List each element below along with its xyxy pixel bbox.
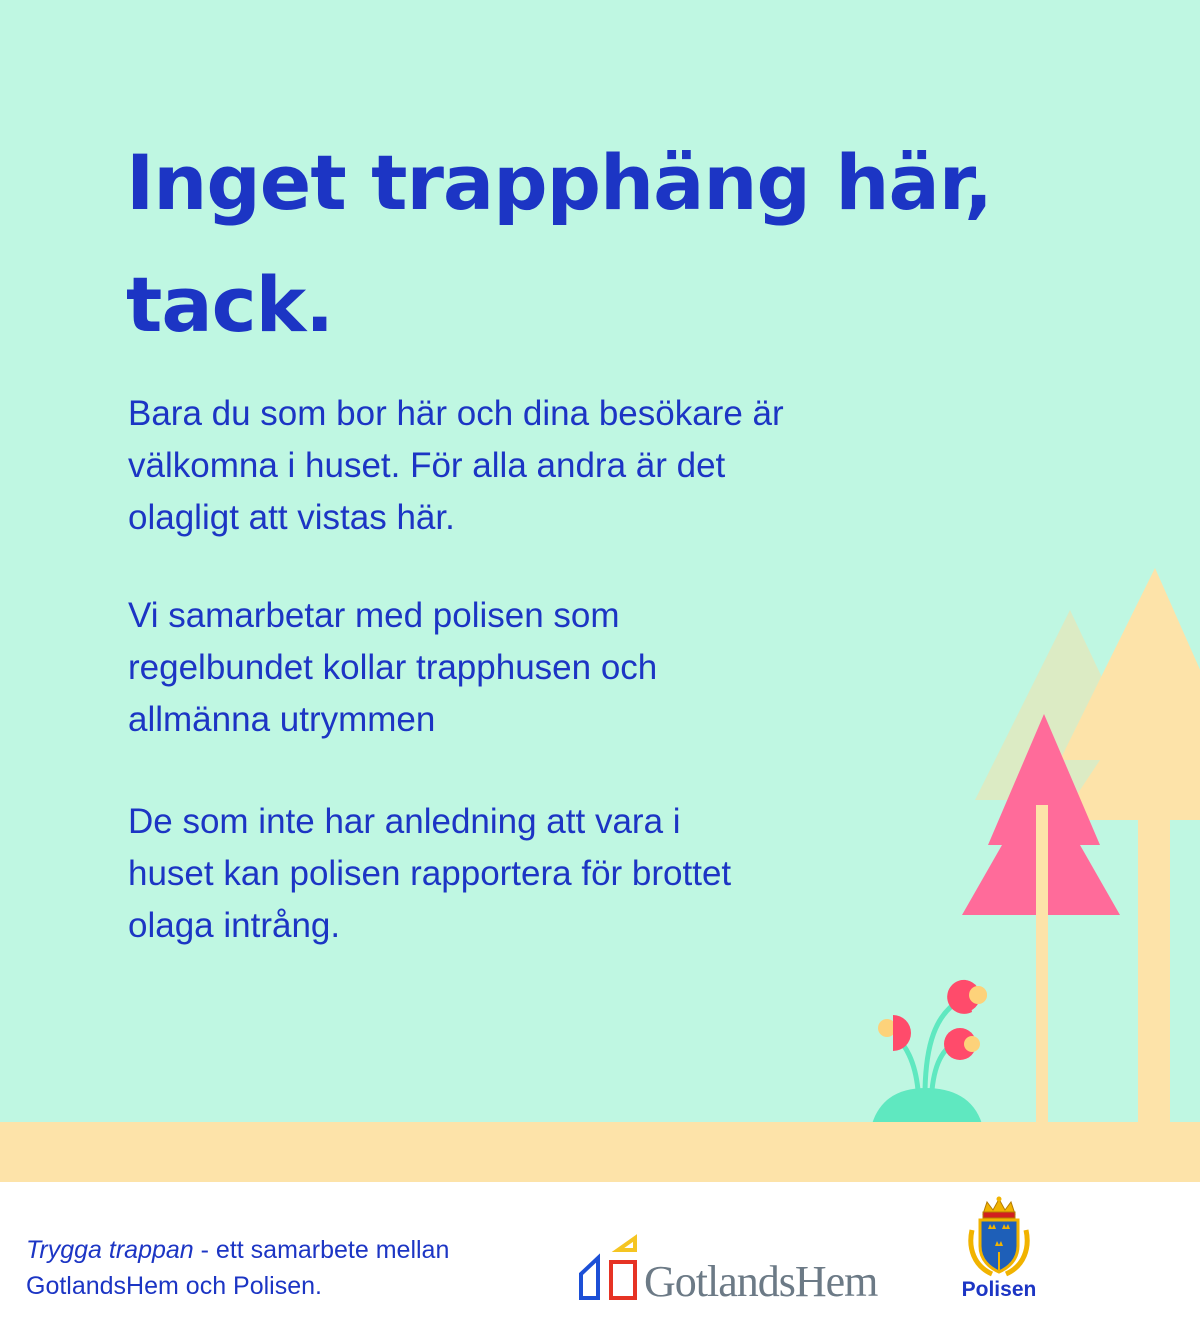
campaign-name: Trygga trappan [26,1236,194,1264]
paragraph-line: regelbundet kollar trapphusen och [128,648,658,687]
headline [126,122,1126,366]
footer [0,1182,1200,1339]
ground-strip [0,1122,1200,1182]
gotlandshem-logo [578,1234,908,1304]
gotlandshem-wordmark: GotlandsHem [644,1257,878,1306]
paragraph-line: De som inte har anledning att vara i [128,802,681,841]
paragraph-1 [128,388,948,544]
paragraph-line: olagligt att vistas här. [128,498,455,537]
pink-tree-trunk [1036,805,1048,1125]
paragraph-3 [128,796,948,952]
footer-credit [26,1232,449,1304]
paragraph-line: huset kan polisen rapportera för brottet [128,854,732,893]
flower-top-icon [947,980,987,1014]
footer-line-1-rest: - ett samarbete mellan [193,1236,450,1264]
footer-line-2: GotlandsHem och Polisen. [26,1272,322,1300]
polisen-wordmark: Polisen [961,1278,1037,1301]
polisen-logo [952,1196,1052,1306]
yellow-tree-trunk [1138,810,1170,1130]
paragraph-line: Vi samarbetar med polisen som [128,596,620,635]
polisen-crest-icon [952,1196,1046,1280]
paragraph-line: välkomna i huset. För alla andra är det [128,446,726,485]
bush-icon [872,1088,982,1124]
flower-right-icon [944,1028,980,1060]
paragraph-2 [128,590,948,746]
paragraph-line: olaga intrång. [128,906,341,945]
gotlandshem-house-icon [578,1234,642,1304]
paragraph-line: allmänna utrymmen [128,700,436,739]
headline-line-2: tack. [126,260,334,349]
paragraph-line: Bara du som bor här och dina besökare är [128,394,784,433]
headline-line-1: Inget trapphäng här, [126,138,992,227]
